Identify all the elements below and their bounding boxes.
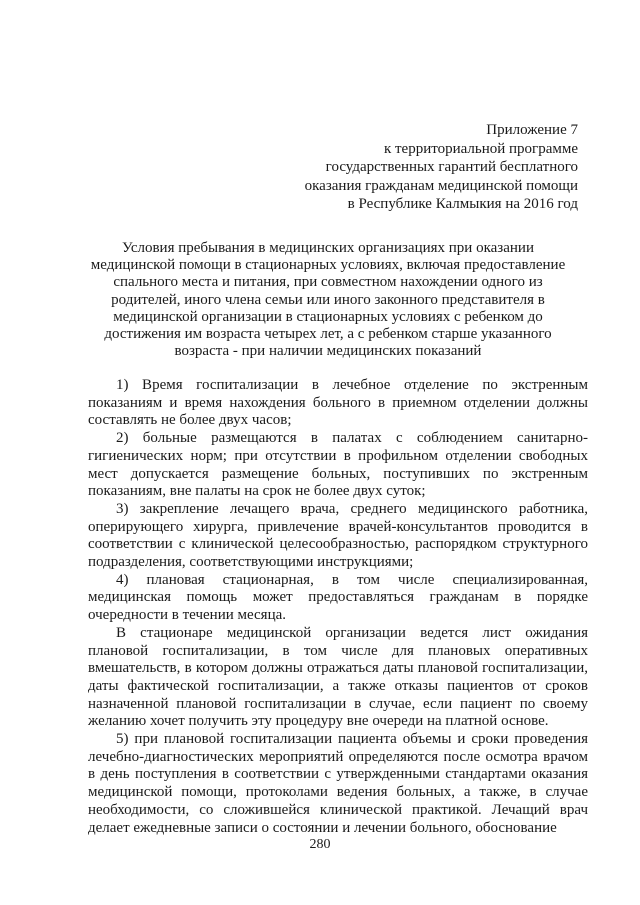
paragraph-3: 3) закрепление лечащего врача, среднего медицинского работника, оперирующего хирурга, привлечение врачей-консультантов проводится в соответствии с клинической целесообразностью, распорядком структурного подразделения, соответствующими инструкциями; <box>88 500 588 571</box>
paragraph-1: 1) Время госпитализации в лечебное отделение по экстренным показаниям и время нахождения больного в приемном отделении должны составлять не более двух часов; <box>88 377 588 429</box>
title-line: достижения им возраста четырех лет, а с ребенком старше указанного <box>104 326 552 343</box>
document-title <box>78 240 578 360</box>
document-body <box>88 377 588 837</box>
paragraph-5: 5) при плановой госпитализации пациента объемы и сроки проведения лечебно-диагностических мероприятий определяются после осмотра врачом в день поступления в соответствии с утвержденными стандартами оказания медицинской помощи, протоколами ведения больных, а также, в случае необходимости, со сложившейся клинической практикой. Лечащий врач делает ежедневные записи о состоянии и лечении больного, обоснование <box>88 731 588 836</box>
page-number: 280 <box>309 837 331 852</box>
title-line: родителей, иного члена семьи или иного законного представителя в <box>111 291 545 308</box>
appendix-header <box>305 121 578 214</box>
appendix-line: государственных гарантий бесплатного <box>325 159 578 176</box>
title-line: спального места и питания, при совместном нахождении одного из <box>113 274 543 291</box>
title-line: медицинской организации в стационарных условиях с ребенком до <box>113 308 543 325</box>
title-line: Условия пребывания в медицинских организациях при оказании <box>122 240 534 256</box>
appendix-line: в Республике Калмыкия на 2016 год <box>347 196 578 213</box>
title-line: медицинской помощи в стационарных условиях, включая предоставление <box>90 257 566 274</box>
title-line: возраста - при наличии медицинских показаний <box>174 343 482 360</box>
paragraph-2: 2) больные размещаются в палатах с соблюдением санитарно-гигиенических норм; при отсутствии в профильном отделении свободных мест допускается размещение больных, поступивших по экстренным показаниям, вне палаты на срок не более двух суток; <box>88 430 588 500</box>
appendix-line: к территориальной программе <box>383 140 578 157</box>
appendix-line: Приложение 7 <box>486 122 578 138</box>
paragraph-4: 4) плановая стационарная, в том числе специализированная, медицинская помощь может предоставляться гражданам в порядке очередности в течении месяца. <box>88 571 588 624</box>
appendix-line: оказания гражданам медицинской помощи <box>304 177 578 194</box>
paragraph-waiting-list: В стационаре медицинской организации ведется лист ожидания плановой госпитализации, в том числе для плановых оперативных вмешательств, в котором должны отражаться даты плановой госпитализации, даты фактической госпитализации, а также отказы пациентов от сроков назначенной плановой госпитализации в случае, если пациент по своему желанию хочет получить эту процедуру вне очереди на платной основе. <box>88 624 588 730</box>
